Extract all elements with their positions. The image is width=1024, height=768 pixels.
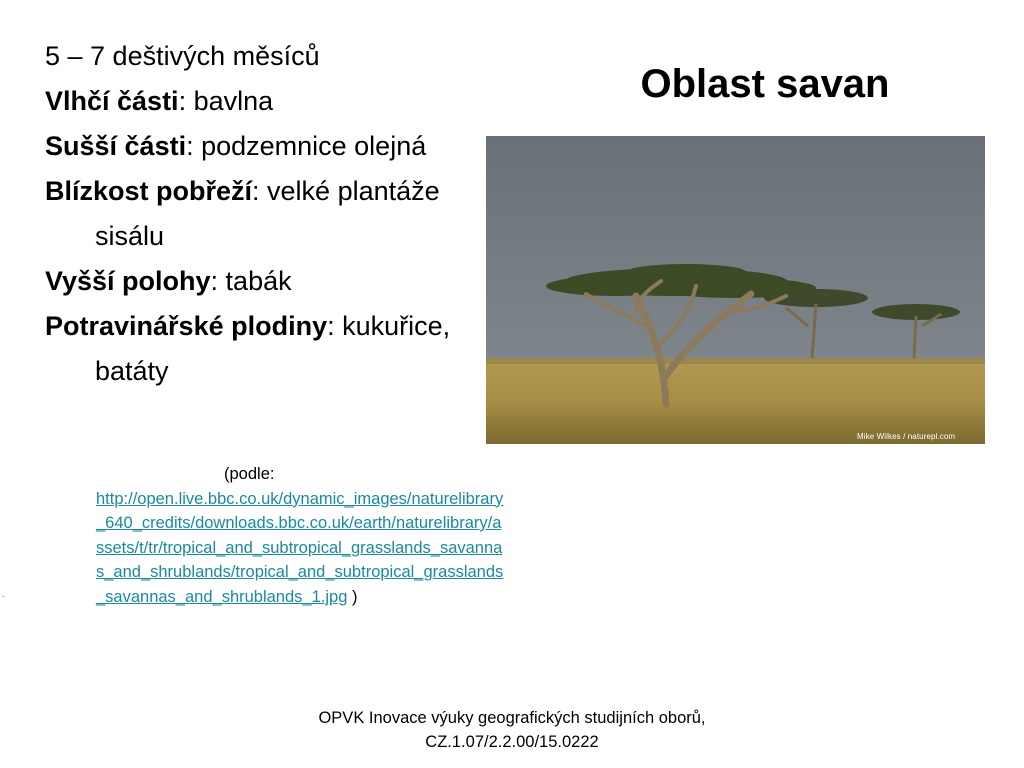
bullet-bold: Blízkost pobřeží	[45, 176, 253, 206]
bullet-item	[45, 304, 455, 394]
bullet-item	[45, 169, 455, 259]
bullet-item	[45, 124, 455, 169]
bullet-text: : kukuřice, batáty	[95, 311, 451, 386]
source-suffix: )	[347, 587, 358, 606]
bullet-item	[45, 34, 455, 79]
source-prefix: (podle:	[224, 465, 275, 483]
bullet-text: : bavlna	[178, 86, 274, 116]
bullet-text: : podzemnice olejná	[186, 131, 427, 161]
bullet-bold: Potravinářské plodiny	[45, 311, 328, 341]
source-citation	[96, 462, 506, 609]
savanna-photo	[486, 136, 985, 444]
bullet-item	[45, 259, 455, 304]
footer-line-2: CZ.1.07/2.2.00/15.0222	[425, 733, 599, 751]
footer	[260, 706, 764, 754]
source-link[interactable]: http://open.live.bbc.co.uk/dynamic_images/naturelibrary_640_credits/downloads.bbc.co.uk/earth/naturelibrary/assets/t/tr/tropical_and_subtropical_grasslands_savannas_and_shrublands/tropical_and_subtropical_grasslands_savannas_and_shrublands_1.jpg	[96, 489, 504, 606]
slide-title: Oblast savan	[640, 62, 890, 106]
bullet-bold: Vyšší polohy	[45, 266, 211, 296]
bullet-bold: Vlhčí části	[45, 86, 179, 116]
stray-mark: .	[2, 590, 5, 599]
bullet-bold: Sušší části	[45, 131, 187, 161]
bullet-list	[45, 34, 455, 394]
bullet-text: : tabák	[210, 266, 292, 296]
photo-credit: Mike Wilkes / naturepl.com	[857, 432, 956, 441]
bullet-text: 5 – 7 deštivých měsíců	[45, 41, 320, 71]
bullet-item	[45, 79, 455, 124]
bullet-text: : velké plantáže sisálu	[95, 176, 440, 251]
footer-line-1: OPVK Inovace výuky geografických studijních oborů,	[318, 709, 706, 727]
